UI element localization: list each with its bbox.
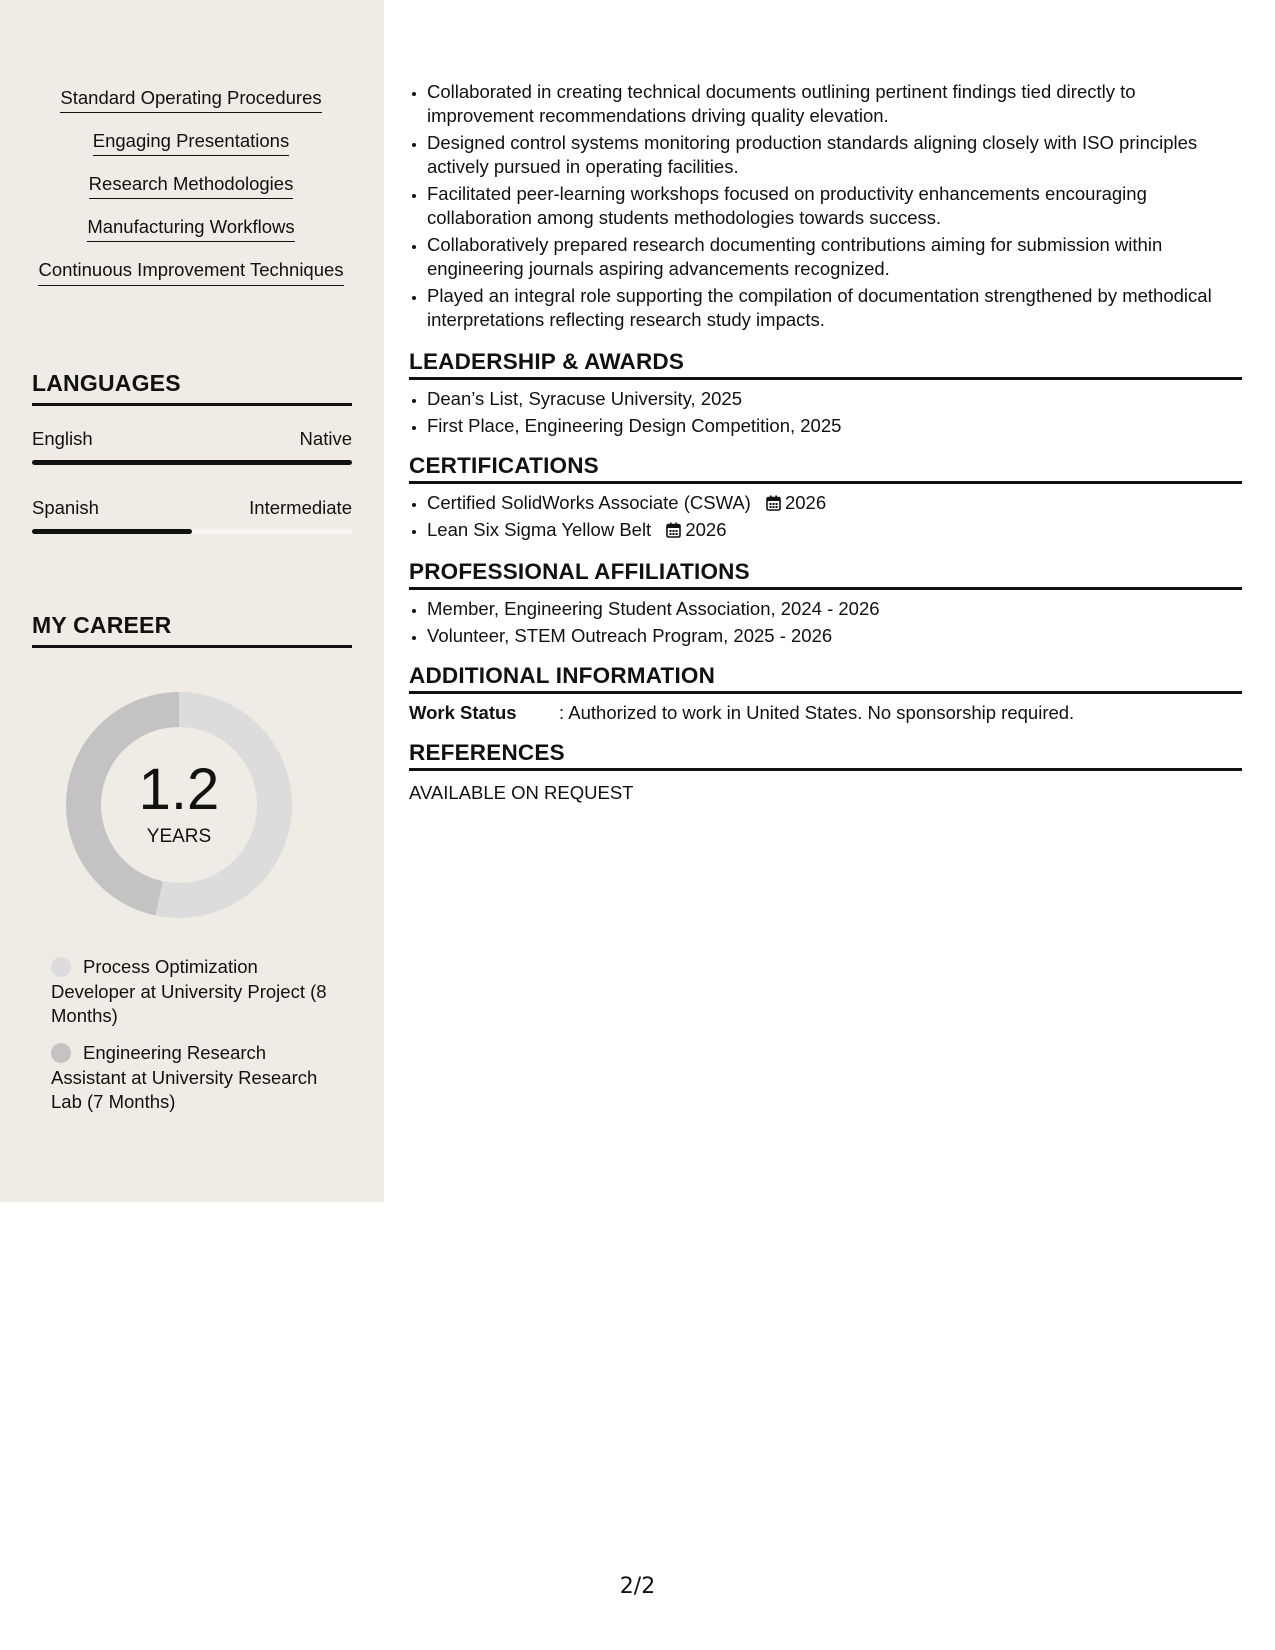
list-item: • Volunteer, STEM Outreach Program, 2025 - 2026 — [427, 624, 1242, 648]
leadership-list — [409, 387, 1242, 438]
leadership-heading: LEADERSHIP & AWARDS — [409, 350, 1242, 380]
career-legend-item — [51, 1041, 331, 1115]
skill-item: Research Methodologies — [89, 172, 294, 199]
main-content — [409, 80, 1242, 805]
skills-list — [38, 86, 344, 302]
additional-info-heading: ADDITIONAL INFORMATION — [409, 664, 1242, 694]
skill-item: Continuous Improvement Techniques — [38, 258, 344, 286]
career-item-label: Process Optimization Developer at University Project (8 Months) — [51, 956, 327, 1026]
career-total-unit: YEARS — [146, 826, 212, 847]
experience-bullets — [409, 80, 1242, 332]
certifications-heading: CERTIFICATIONS — [409, 454, 1242, 484]
language-bar — [32, 460, 352, 465]
list-item: • Facilitated peer-learning workshops focused on productivity enhancements encouraging collaboration among students methodologies towards success. — [427, 182, 1242, 230]
skill-item: Manufacturing Workflows — [87, 215, 294, 242]
list-item: • First Place, Engineering Design Competition, 2025 — [427, 414, 1242, 438]
legend-dot — [51, 957, 71, 977]
list-item: • Played an integral role supporting the compilation of documentation strengthened by methodical interpretations reflecting research study impacts. — [427, 284, 1242, 332]
work-status-value: : Authorized to work in United States. No sponsorship required. — [559, 702, 1075, 723]
career-heading: MY CAREER — [32, 612, 352, 648]
calendar-icon — [766, 495, 781, 511]
sidebar — [0, 0, 384, 1202]
references-heading: REFERENCES — [409, 741, 1242, 771]
list-item: • Dean’s List, Syracuse University, 2025 — [427, 387, 1242, 411]
certification-year: 2026 — [784, 492, 827, 513]
languages-heading: LANGUAGES — [32, 370, 352, 406]
references-text: AVAILABLE ON REQUEST — [409, 782, 634, 803]
language-level: Native — [299, 428, 352, 449]
skill-item: Standard Operating Procedures — [60, 86, 321, 113]
language-name: English — [32, 428, 93, 449]
language-bar — [32, 529, 352, 534]
list-item — [427, 518, 1242, 542]
language-english — [32, 428, 352, 465]
list-item: • Collaboratively prepared research documenting contributions aiming for submission within engineering journals aspiring advancements recognized. — [427, 233, 1242, 281]
calendar-icon — [666, 522, 681, 538]
language-spanish — [32, 497, 352, 534]
certifications-list — [409, 491, 1242, 542]
work-status-label: Work Status — [409, 702, 517, 723]
certification-year: 2026 — [685, 519, 727, 540]
page-number: 2/2 — [619, 1574, 656, 1599]
affiliations-list — [409, 597, 1242, 648]
language-level: Intermediate — [249, 497, 352, 518]
skill-item: Engaging Presentations — [93, 129, 289, 156]
language-bar-fill — [32, 529, 192, 534]
work-status-row — [409, 701, 1242, 725]
language-name: Spanish — [32, 497, 99, 518]
certification-name: Certified SolidWorks Associate (CSWA) — [427, 492, 751, 513]
certification-name: Lean Six Sigma Yellow Belt — [427, 519, 652, 540]
list-item — [427, 491, 1242, 515]
career-item-label: Engineering Research Assistant at University Research Lab (7 Months) — [51, 1042, 318, 1112]
list-item: • Member, Engineering Student Association, 2024 - 2026 — [427, 597, 1242, 621]
list-item: • Collaborated in creating technical documents outlining pertinent findings tied directly to improvement recommendations driving quality elevation. — [427, 80, 1242, 128]
career-legend-item — [51, 955, 331, 1029]
legend-dot — [51, 1043, 71, 1063]
list-item: • Designed control systems monitoring production standards aligning closely with ISO principles actively pursued in operating facilities. — [427, 131, 1242, 179]
career-total-years: 1.2 — [138, 757, 220, 822]
language-bar-fill — [32, 460, 352, 465]
affiliations-heading: PROFESSIONAL AFFILIATIONS — [409, 560, 1242, 590]
